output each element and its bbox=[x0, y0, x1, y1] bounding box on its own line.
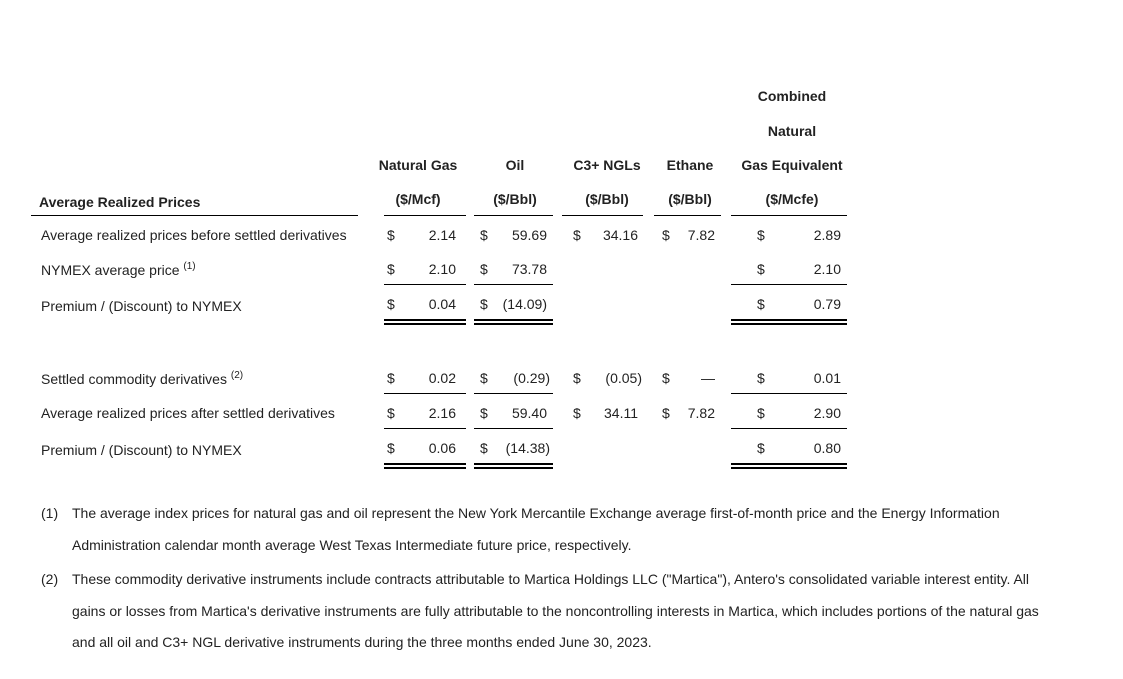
currency-symbol: $ bbox=[480, 261, 488, 277]
subtotal-rule bbox=[384, 393, 466, 394]
footnote-ref: (2) bbox=[230, 370, 244, 381]
value-natural-gas: 2.16 bbox=[428, 405, 456, 421]
currency-symbol: $ bbox=[480, 296, 488, 312]
currency-symbol: $ bbox=[662, 405, 670, 421]
currency-symbol: $ bbox=[387, 405, 395, 421]
row-label-text: Settled commodity derivatives bbox=[41, 371, 227, 387]
row-label-text: NYMEX average price bbox=[41, 262, 180, 278]
currency-symbol: $ bbox=[387, 296, 395, 312]
header-rule bbox=[474, 215, 553, 216]
value-natural-gas: 0.04 bbox=[428, 296, 456, 312]
row-label: Premium / (Discount) to NYMEX bbox=[41, 442, 242, 458]
value-oil: 73.78 bbox=[511, 261, 547, 277]
value-ethane: 7.82 bbox=[687, 227, 715, 243]
total-double-rule bbox=[731, 319, 847, 325]
currency-symbol: $ bbox=[387, 370, 395, 386]
footnote-marker: (2) bbox=[41, 571, 59, 587]
value-oil: (14.38) bbox=[505, 440, 550, 456]
subtotal-rule bbox=[384, 428, 466, 429]
row-label bbox=[41, 261, 196, 278]
value-combined: 2.89 bbox=[813, 227, 841, 243]
subtotal-rule bbox=[384, 284, 466, 285]
value-natural-gas: 0.06 bbox=[428, 440, 456, 456]
header-rule bbox=[562, 215, 643, 216]
currency-symbol: $ bbox=[757, 440, 765, 456]
value-oil: 59.69 bbox=[511, 227, 547, 243]
value-c3-ngls: 34.11 bbox=[604, 405, 638, 421]
unit-combined: ($/Mcfe) bbox=[765, 191, 819, 207]
header-natural-gas: Natural Gas bbox=[378, 157, 458, 173]
subtotal-rule bbox=[474, 284, 553, 285]
unit-natural-gas: ($/Mcf) bbox=[395, 191, 441, 207]
total-double-rule bbox=[384, 463, 466, 469]
subtotal-rule bbox=[731, 284, 847, 285]
row-label: Premium / (Discount) to NYMEX bbox=[41, 298, 242, 314]
footnote-text-line: The average index prices for natural gas and oil represent the New York Mercantile Exchange average first-of-month price and the Energy Information bbox=[72, 505, 1000, 521]
row-label: Average realized prices after settled derivatives bbox=[41, 405, 335, 421]
footnote-text-line: These commodity derivative instruments include contracts attributable to Martica Holdings LLC ("Martica"), Antero's consolidated variable interest entity. All bbox=[72, 571, 1030, 587]
total-double-rule bbox=[384, 319, 466, 325]
footnote-text-line: Administration calendar month average West Texas Intermediate future price, respectively. bbox=[72, 537, 632, 553]
unit-oil: ($/Bbl) bbox=[493, 191, 537, 207]
subtotal-rule bbox=[731, 428, 847, 429]
footnote-marker: (1) bbox=[41, 505, 59, 521]
unit-c3-ngls: ($/Bbl) bbox=[585, 191, 629, 207]
value-combined: 0.01 bbox=[813, 370, 841, 386]
currency-symbol: $ bbox=[757, 261, 765, 277]
header-combined-line1: Combined bbox=[757, 88, 827, 104]
header-c3-ngls: C3+ NGLs bbox=[573, 157, 641, 173]
currency-symbol: $ bbox=[757, 370, 765, 386]
header-ethane: Ethane bbox=[666, 157, 714, 173]
currency-symbol: $ bbox=[573, 405, 581, 421]
unit-ethane: ($/Bbl) bbox=[668, 191, 712, 207]
currency-symbol: $ bbox=[387, 440, 395, 456]
currency-symbol: $ bbox=[480, 405, 488, 421]
value-combined: 0.79 bbox=[813, 296, 841, 312]
value-oil: 59.40 bbox=[511, 405, 547, 421]
subtotal-rule bbox=[731, 393, 847, 394]
total-double-rule bbox=[474, 319, 553, 325]
value-ethane: 7.82 bbox=[687, 405, 715, 421]
value-natural-gas: 2.10 bbox=[428, 261, 456, 277]
value-c3-ngls: 34.16 bbox=[602, 227, 638, 243]
header-rule bbox=[731, 215, 847, 216]
subtotal-rule bbox=[474, 393, 553, 394]
footnote-text-line: gains or losses from Martica's derivative instruments are fully attributable to the noncontrolling interests in Martica, which includes portions of the natural gas bbox=[72, 603, 1039, 619]
header-combined-line2: Natural bbox=[767, 123, 817, 139]
table-title: Average Realized Prices bbox=[39, 194, 201, 210]
header-rule bbox=[654, 215, 721, 216]
currency-symbol: $ bbox=[480, 227, 488, 243]
currency-symbol: $ bbox=[757, 405, 765, 421]
row-label: Average realized prices before settled derivatives bbox=[41, 227, 347, 243]
row-label bbox=[41, 370, 243, 387]
subtotal-rule bbox=[474, 428, 553, 429]
value-ethane: — bbox=[701, 370, 715, 386]
currency-symbol: $ bbox=[387, 261, 395, 277]
currency-symbol: $ bbox=[757, 227, 765, 243]
currency-symbol: $ bbox=[662, 227, 670, 243]
currency-symbol: $ bbox=[573, 370, 581, 386]
value-combined: 2.90 bbox=[813, 405, 841, 421]
value-c3-ngls: (0.05) bbox=[605, 370, 642, 386]
value-natural-gas: 0.02 bbox=[428, 370, 456, 386]
total-double-rule bbox=[474, 463, 553, 469]
total-double-rule bbox=[731, 463, 847, 469]
footnote-ref: (1) bbox=[183, 261, 196, 272]
value-combined: 0.80 bbox=[813, 440, 841, 456]
value-natural-gas: 2.14 bbox=[428, 227, 456, 243]
currency-symbol: $ bbox=[387, 227, 395, 243]
header-oil: Oil bbox=[505, 157, 525, 173]
currency-symbol: $ bbox=[480, 440, 488, 456]
header-rule bbox=[384, 215, 466, 216]
currency-symbol: $ bbox=[757, 296, 765, 312]
value-oil: (0.29) bbox=[513, 370, 550, 386]
header-combined-line3: Gas Equivalent bbox=[741, 157, 843, 173]
footnote-text-line: and all oil and C3+ NGL derivative instruments during the three months ended June 30, 2023. bbox=[72, 634, 652, 650]
header-rule bbox=[31, 215, 358, 216]
currency-symbol: $ bbox=[573, 227, 581, 243]
currency-symbol: $ bbox=[480, 370, 488, 386]
value-combined: 2.10 bbox=[813, 261, 841, 277]
currency-symbol: $ bbox=[662, 370, 670, 386]
value-oil: (14.09) bbox=[502, 296, 547, 312]
